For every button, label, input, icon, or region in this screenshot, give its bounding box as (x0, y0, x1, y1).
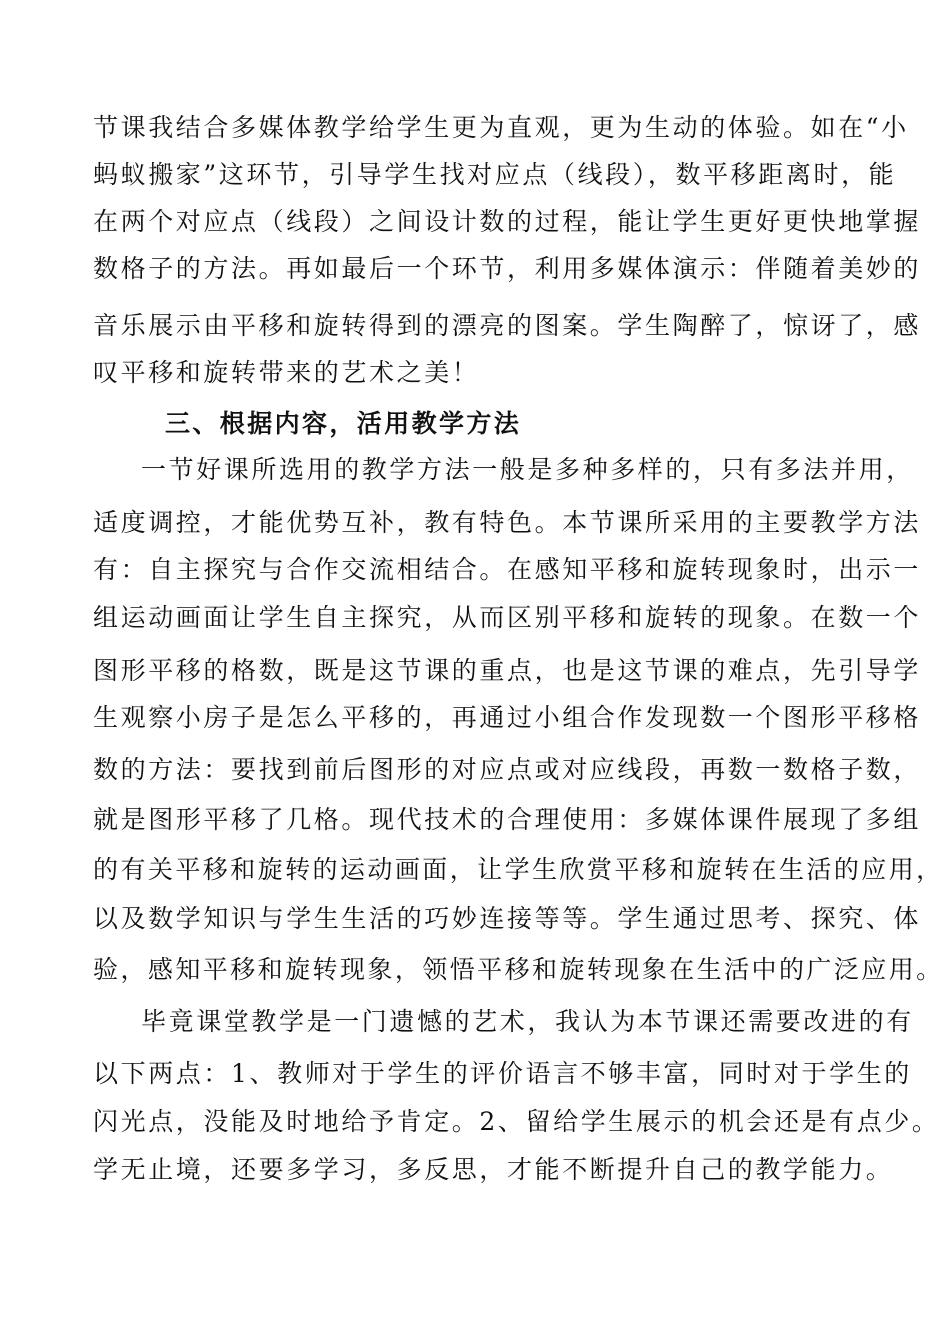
paragraph-line: 毕竟课堂教学是一门遗憾的艺术，我认为本节课还需要改进的有 (141, 1007, 914, 1036)
paragraph-line: 音乐展示由平移和旋转得到的漂亮的图案。学生陶醉了，惊讶了，感 (93, 311, 922, 340)
paragraph-line: 闪光点，没能及时地给予肯定。2、留给学生展示的机会还是有点少。 (93, 1107, 940, 1136)
paragraph-line: 有：自主探究与合作交流相结合。在感知平移和旋转现象时，出示一 (93, 555, 922, 584)
paragraph-line: 以下两点：1、教师对于学生的评价语言不够丰富，同时对于学生的 (93, 1059, 912, 1088)
paragraph-line: 生观察小房子是怎么平移的，再通过小组合作发现数一个图形平移格 (93, 703, 922, 732)
paragraph-line: 学无止境，还要多学习，多反思，才能不断提升自己的教学能力。 (93, 1155, 894, 1184)
paragraph-line: 叹平移和旋转带来的艺术之美！ (93, 358, 480, 387)
paragraph-line: 数的方法：要找到前后图形的对应点或对应线段，再数一数格子数， (93, 755, 922, 784)
paragraph-line: 适度调控，才能优势互补，教有特色。本节课所采用的主要教学方法 (93, 508, 922, 537)
paragraph-line: 一节好课所选用的教学方法一般是多种多样的，只有多法并用， (141, 455, 914, 484)
paragraph-line: 组运动画面让学生自主探究，从而区别平移和旋转的现象。在数一个 (93, 603, 922, 632)
paragraph-line: 数格子的方法。再如最后一个环节，利用多媒体演示：伴随着美妙的 (93, 254, 922, 283)
paragraph-line: 以及数学知识与学生生活的巧妙连接等等。学生通过思考、探究、体 (93, 904, 922, 933)
section-heading: 三、根据内容，活用教学方法 (165, 409, 522, 438)
paragraph-line: 验，感知平移和旋转现象，领悟平移和旋转现象在生活中的广泛应用。 (93, 955, 944, 984)
paragraph-line: 在两个对应点（线段）之间设计数的过程，能让学生更好更快地掌握 (93, 207, 922, 236)
paragraph-line: 蚂蚁搬家”这环节，引导学生找对应点（线段），数平移距离时，能 (93, 160, 897, 189)
paragraph-line: 的有关平移和旋转的运动画面，让学生欣赏平移和旋转在生活的应用， (93, 855, 944, 884)
paragraph-line: 就是图形平移了几格。现代技术的合理使用：多媒体课件展现了多组 (93, 805, 922, 834)
paragraph-line: 图形平移的格数，既是这节课的重点，也是这节课的难点，先引导学 (93, 656, 922, 685)
paragraph-line: 节课我结合多媒体教学给学生更为直观，更为生动的体验。如在“小 (93, 113, 909, 142)
